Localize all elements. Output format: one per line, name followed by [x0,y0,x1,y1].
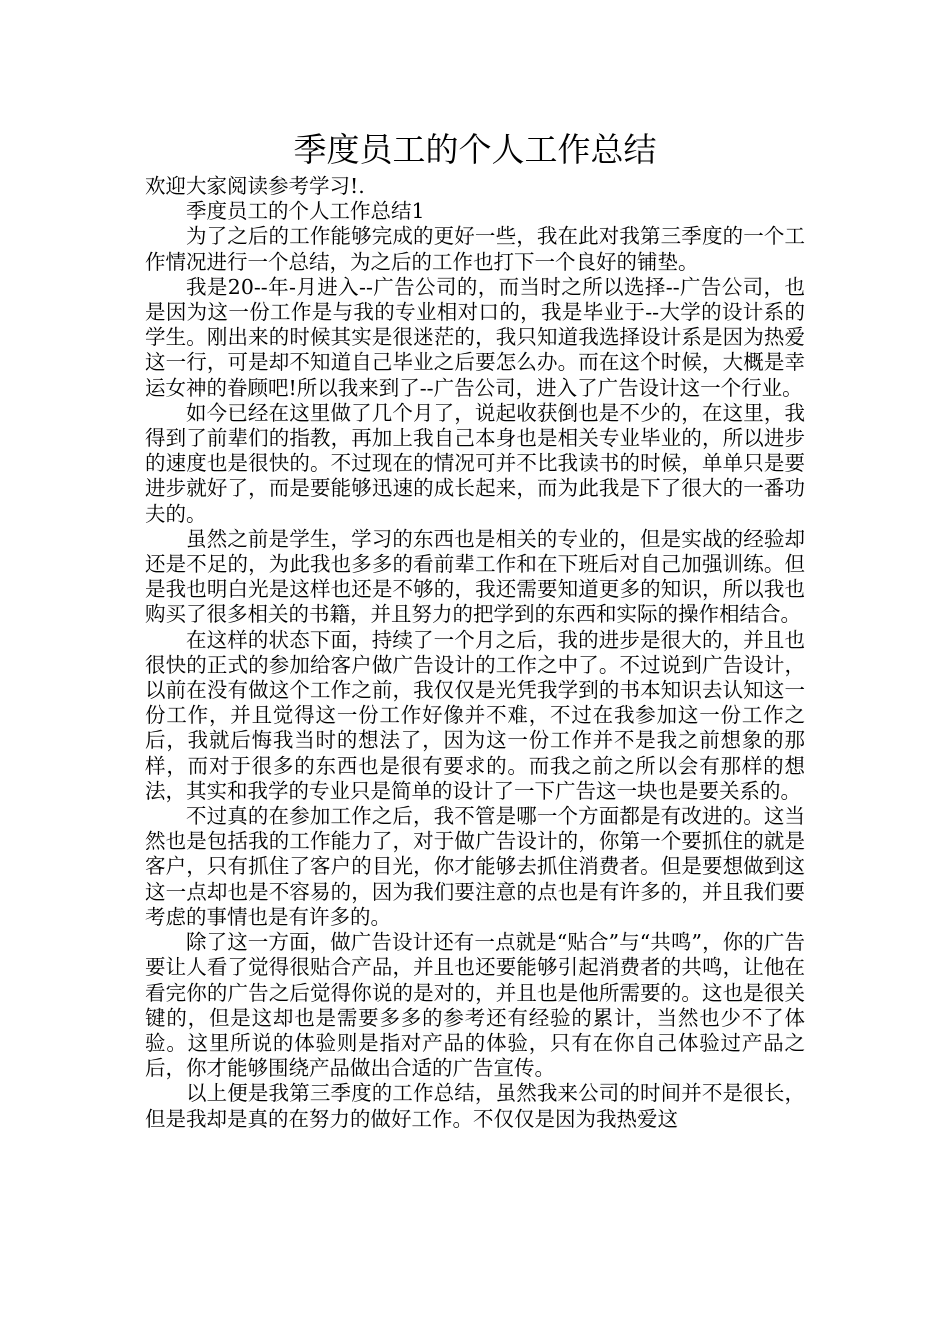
paragraph: 为了之后的工作能够完成的更好一些，我在此对我第三季度的一个工作情况进行一个总结，为之后的工作也打下一个良好的铺垫。 [145,224,805,274]
document-title: 季度员工的个人工作总结 [293,130,657,169]
paragraph: 我是20--年-月进入--广告公司的，而当时之所以选择--广告公司，也是因为这一份工作是与我的专业相对口的，我是毕业于--大学的设计系的学生。刚出来的时候其实是很迷茫的，我只知道我选择设计系是因为热爱这一行，可是却不知道自己毕业之后要怎么办。而在这个时候，大概是幸运女神的眷顾吧!所以我来到了--广告公司，进入了广告设计这一个行业。 [145,274,805,400]
paragraph: 如今已经在这里做了几个月了，说起收获倒也是不少的，在这里，我得到了前辈们的指教，再加上我自己本身也是相关专业毕业的，所以进步的速度也是很快的。不过现在的情况可并不比我读书的时候，单单只是要进步就好了，而是要能够迅速的成长起来，而为此我是下了很大的一番功夫的。 [145,400,805,526]
intro-line: 欢迎大家阅读参考学习!. [145,174,365,198]
paragraph: 不过真的在参加工作之后，我不管是哪一个方面都是有改进的。这当然也是包括我的工作能力了，对于做广告设计的，你第一个要抓住的就是客户，只有抓住了客户的目光，你才能够去抓住消费者。但是要想做到这这一点却也是不容易的，因为我们要注意的点也是有许多的，并且我们要考虑的事情也是有许多的。 [145,804,805,929]
document-body [145,174,805,1132]
paragraph: 在这样的状态下面，持续了一个月之后，我的进步是很大的，并且也很快的正式的参加给客户做广告设计的工作之中了。不过说到广告设计，以前在没有做这个工作之前，我仅仅是光凭我学到的书本知识去认知这一份工作，并且觉得这一份工作好像并不难，不过在我参加这一份工作之后，我就后悔我当时的想法了，因为这一份工作并不是我之前想象的那样，而对于很多的东西也是很有要求的。而我之前之所以会有那样的想法，其实和我学的专业只是简单的设计了一下广告这一块也是要关系的。 [145,627,805,803]
paragraph: 虽然之前是学生，学习的东西也是相关的专业的，但是实战的经验却还是不足的，为此我也多多的看前辈工作和在下班后对自己加强训练。但是我也明白光是这样也还是不够的，我还需要知道更多的知识，所以我也购买了很多相关的书籍，并且努力的把学到的东西和实际的操作相结合。 [145,526,805,627]
paragraph: 以上便是我第三季度的工作总结，虽然我来公司的时间并不是很长，但是我却是真的在努力的做好工作。不仅仅是因为我热爱这 [145,1081,805,1131]
paragraph: 除了这一方面，做广告设计还有一点就是“贴合”与“共鸣”，你的广告要让人看了觉得很贴合产品，并且也还要能够引起消费者的共鸣，让他在看完你的广告之后觉得你说的是对的，并且也是他所需要的。这也是很关键的，但是这却也是需要多多的参考还有经验的累计，当然也少不了体验。这里所说的体验则是指对产品的体验，只有在你自己体验过产品之后，你才能够围绕产品做出合适的广告宣传。 [145,930,805,1081]
section-subtitle: 季度员工的个人工作总结1 [186,199,425,224]
